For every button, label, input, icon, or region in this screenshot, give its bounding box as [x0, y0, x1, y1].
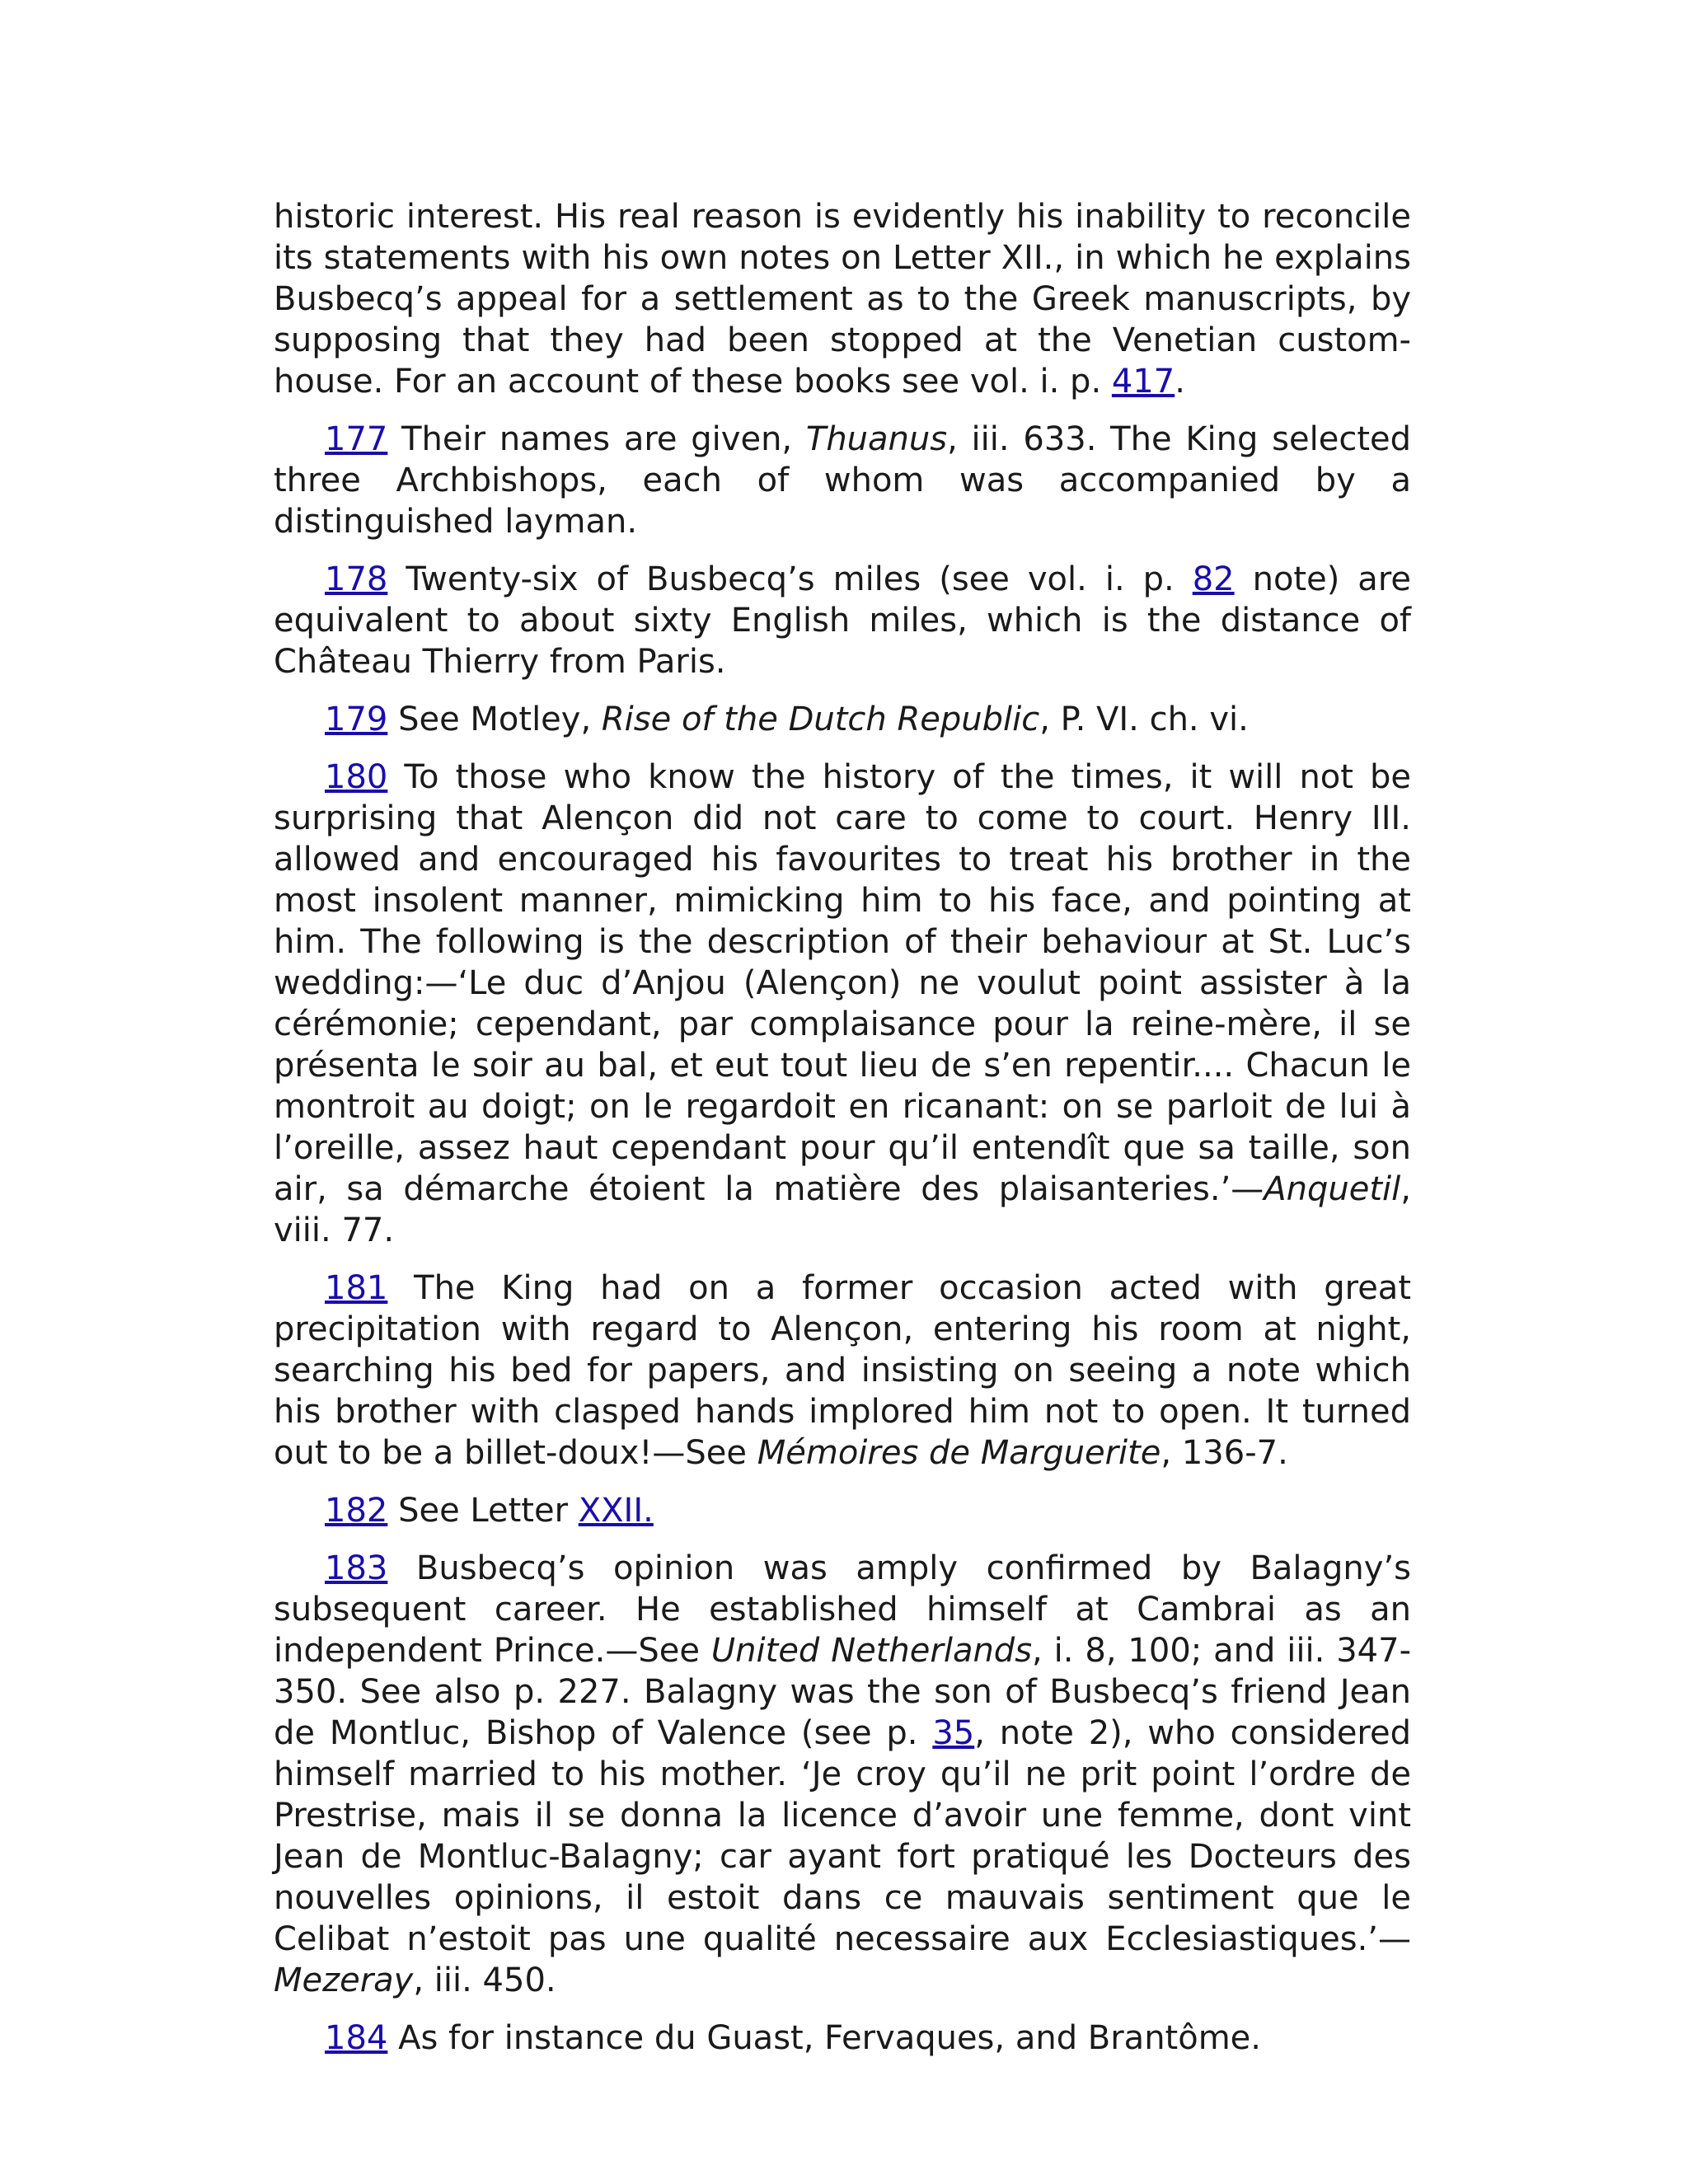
- footnote-text: , 136-7.: [1160, 1434, 1288, 1472]
- footnote-text: note) are equivalent to about sixty English miles, which is the distance of Château Thierry from Paris.: [274, 560, 1411, 681]
- footnote-178: [274, 559, 1411, 682]
- footnote-number-177[interactable]: 177: [325, 420, 388, 458]
- footnote-text: See Motley,: [387, 701, 602, 738]
- cited-work: Mémoires de Marguerite: [757, 1434, 1161, 1472]
- footnote-text: The King had on a former occasion acted with great precipitation with regard to Alençon, entering his room at night, searching his bed for papers, and insisting on seeing a note which his brother with clasped hands implored him not to open. It turned out to be a billet-doux!—See: [274, 1269, 1411, 1472]
- cited-work: Mezeray: [274, 1961, 414, 1999]
- footnote-177: [274, 419, 1411, 542]
- intro-paragraph: [274, 196, 1411, 402]
- intro-text: historic interest. His real reason is evidently his inability to reconcile its statements with his own notes on Letter XII., in which he explains Busbecq’s appeal for a settlement as to the Greek manuscripts, by supposing that they had been stopped at the Venetian custom-house. For an account of these books see vol. i. p.: [274, 198, 1411, 401]
- document-page: [274, 196, 1411, 2075]
- cited-work: Rise of the Dutch Republic: [601, 701, 1040, 738]
- cited-work: United Netherlands: [710, 1632, 1033, 1670]
- footnote-184: [274, 2018, 1411, 2059]
- page-link-82[interactable]: 82: [1192, 560, 1235, 598]
- footnote-text: , iii. 450.: [413, 1961, 556, 1999]
- footnote-181: [274, 1268, 1411, 1474]
- intro-tail: .: [1175, 363, 1185, 401]
- footnote-text: See Letter: [387, 1492, 579, 1530]
- footnote-number-180[interactable]: 180: [325, 758, 388, 796]
- footnote-text: To those who know the history of the times, it will not be surprising that Alençon did not care to come to court. Henry III. allowed and encouraged his favourites to treat his brother in the most insolent manner, mimicking him to his face, and pointing at him. The following is the description of their behaviour at St. Luc’s wedding:—‘Le duc d’Anjou (Alençon) ne voulut point assister à la cérémonie; cependant, par complaisance pour la reine-mère, il se présenta le soir au bal, et eut tout lieu de s’en repentir.... Chacun le montroit au doigt; on le regardoit en ricanant: on se parloit de lui à l’oreille, assez haut cependant pour qu’il entendît que sa taille, son air, sa démarche étoient la matière des plaisanteries.’—: [274, 758, 1411, 1208]
- footnote-text: , note 2), who considered himself married to his mother. ‘Je croy qu’il ne prit point l’ordre de Prestrise, mais il se donna la licence d’avoir une femme, dont vint Jean de Montluc-Balagny; car ayant fort pratiqué les Docteurs des nouvelles opinions, il estoit dans ce mauvais sentiment que le Celibat n’estoit pas une qualité necessaire aux Ecclesiastiques.’—: [274, 1714, 1411, 1958]
- footnote-183: [274, 1548, 1411, 2001]
- footnote-182: [274, 1490, 1411, 1531]
- footnote-text: Twenty-six of Busbecq’s miles (see vol. i. p.: [387, 560, 1193, 598]
- page-link-35[interactable]: 35: [932, 1714, 975, 1752]
- footnote-text: Their names are given,: [387, 420, 806, 458]
- cited-work: Thuanus: [805, 420, 948, 458]
- letter-link-xxii[interactable]: XXII.: [578, 1492, 654, 1530]
- footnote-number-182[interactable]: 182: [325, 1492, 388, 1530]
- footnote-number-178[interactable]: 178: [325, 560, 388, 598]
- footnote-text: As for instance du Guast, Fervaques, and Brantôme.: [387, 2019, 1261, 2057]
- footnote-text: Busbecq’s opinion was amply confirmed by Balagny’s subsequent career. He established himself at Cambrai as an independent Prince.—See: [274, 1549, 1411, 1670]
- footnote-number-181[interactable]: 181: [325, 1269, 388, 1307]
- footnote-number-179[interactable]: 179: [325, 701, 388, 738]
- footnote-179: [274, 699, 1411, 740]
- footnote-180: [274, 757, 1411, 1251]
- footnote-text: , P. VI. ch. vi.: [1039, 701, 1249, 738]
- footnote-number-183[interactable]: 183: [325, 1549, 388, 1587]
- footnote-text: , viii. 77.: [274, 1170, 1411, 1249]
- footnote-text: , i. 8, 100; and iii. 347-350. See also p. 227. Balagny was the son of Busbecq’s friend Jean de Montluc, Bishop of Valence (see p.: [274, 1632, 1411, 1752]
- footnote-text: , iii. 633. The King selected three Archbishops, each of whom was accompanied by a distinguished layman.: [274, 420, 1412, 541]
- cited-work: Anquetil: [1264, 1170, 1401, 1208]
- page-link-417[interactable]: 417: [1111, 363, 1175, 401]
- footnote-number-184[interactable]: 184: [325, 2019, 388, 2057]
